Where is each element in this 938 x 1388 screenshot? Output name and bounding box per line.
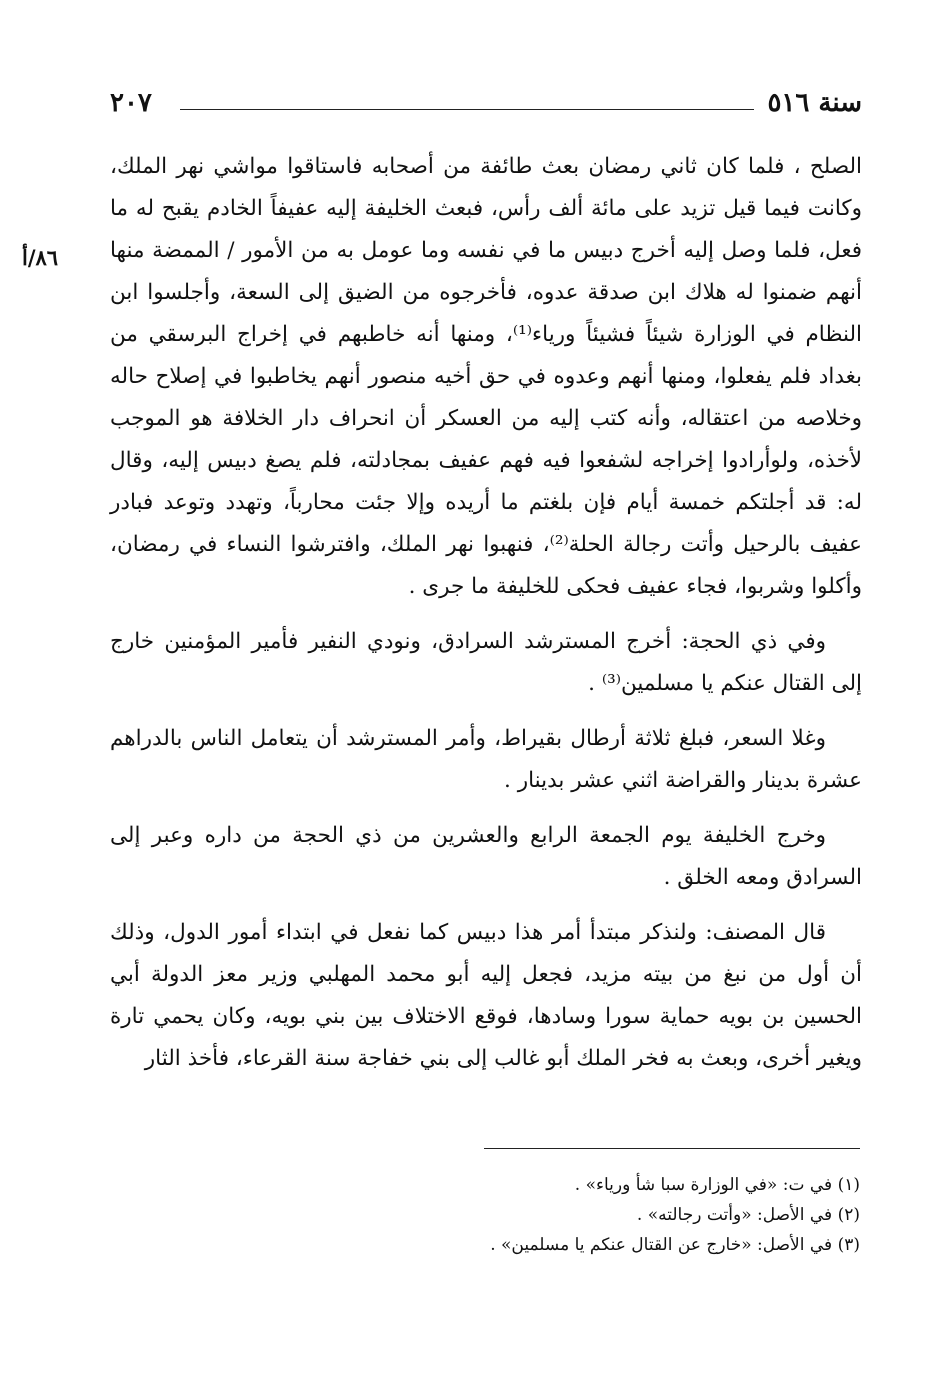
footnote: (١) في ت: «في الوزارة سبا شأ ورياء» . — [574, 1175, 860, 1195]
margin-folio-note: ٨٦/أ — [22, 245, 59, 270]
footnote-separator — [484, 1148, 860, 1149]
paragraph: وخرج الخليفة يوم الجمعة الرابع والعشرين من ذي الحجة من داره وعبر إلى السرادق ومعه الخلق . — [110, 823, 862, 890]
paragraph: الصلح ، فلما كان ثاني رمضان بعث طائفة من أصحابه فاستاقوا مواشي نهر الملك، وكانت فيما قيل تزيد على مائة ألف رأس، فبعث الخليفة إليه عفيفاً الخادم يقبح له ما فعل، فلما وصل إليه أخرج دبيس ما في نفسه وما عومل به من الأمور / الممضة منها أنهم ضمنوا له هلاك ابن صدقة عدوه، فأخرجوه من الضيق إلى السعة، وأجلسوا ابن النظام في الوزارة شيئاً فشيئاً ورياء⁽¹⁾، ومنها أنه خاطبهم في إخراج البرسقي من بغداد فلم يفعلوا، ومنها أنهم وعدوه في حق أخيه منصور أنهم يخاطبوا في إصلاح حاله وخلاصه من اعتقاله، وأنه كتب إليه من العسكر أن انحراف دار الخلافة هو الموجب لأخذه، ولوأرادوا إخراجه لشفعوا فيه فهم عفيف بمجادلته، فلم يصغ دبيس إليه، وقال له: قد أجلتكم خمسة أيام فإن بلغتم ما أريده وإلا جئت محارباً، وتهدد وتوعد فبادر عفيف بالرحيل وأتت رجالة الحلة⁽²⁾، فنهبوا نهر الملك، وافترشوا النساء في رمضان، وأكلوا وشربوا، فجاء عفيف فحكى للخليفة ما جرى . — [110, 154, 862, 599]
paragraph: وغلا السعر، فبلغ ثلاثة أرطال بقيراط، وأمر المسترشد أن يتعامل الناس بالدراهم عشرة بدينار والقراضة اثني عشر بدينار . — [110, 726, 862, 793]
footnotes — [400, 1170, 860, 1260]
header-rule — [180, 109, 754, 110]
main-text — [110, 146, 862, 1080]
page-number: ٢٠٧ — [110, 88, 152, 118]
paragraph: وفي ذي الحجة: أخرج المسترشد السرادق، ونودي النفير فأمير المؤمنين خارج إلى القتال عنكم يا مسلمين⁽³⁾ . — [110, 629, 862, 696]
footnote: (٣) في الأصل: «خارج عن القتال عنكم يا مسلمين» . — [490, 1235, 860, 1255]
footnote: (٢) في الأصل: «وأتت رجالته» . — [636, 1205, 860, 1225]
paragraph: قال المصنف: ولنذكر مبتدأ أمر هذا دبيس كما نفعل في ابتداء أمور الدول، وذلك أن أول من نبغ من بيته مزيد، فجعل إليه أبو محمد المهلبي وزير معز الدولة أبي الحسين بن بويه حماية سورا وسادها، فوقع الاختلاف بين بني بويه، وكان يحمي تارة ويغير أخرى، وبعث به فخر الملك أبو غالب إلى بني خفاجة سنة القرعاء، فأخذ الثار — [110, 920, 862, 1071]
page-header — [110, 84, 862, 124]
running-head: سنة ٥١٦ — [767, 88, 862, 118]
